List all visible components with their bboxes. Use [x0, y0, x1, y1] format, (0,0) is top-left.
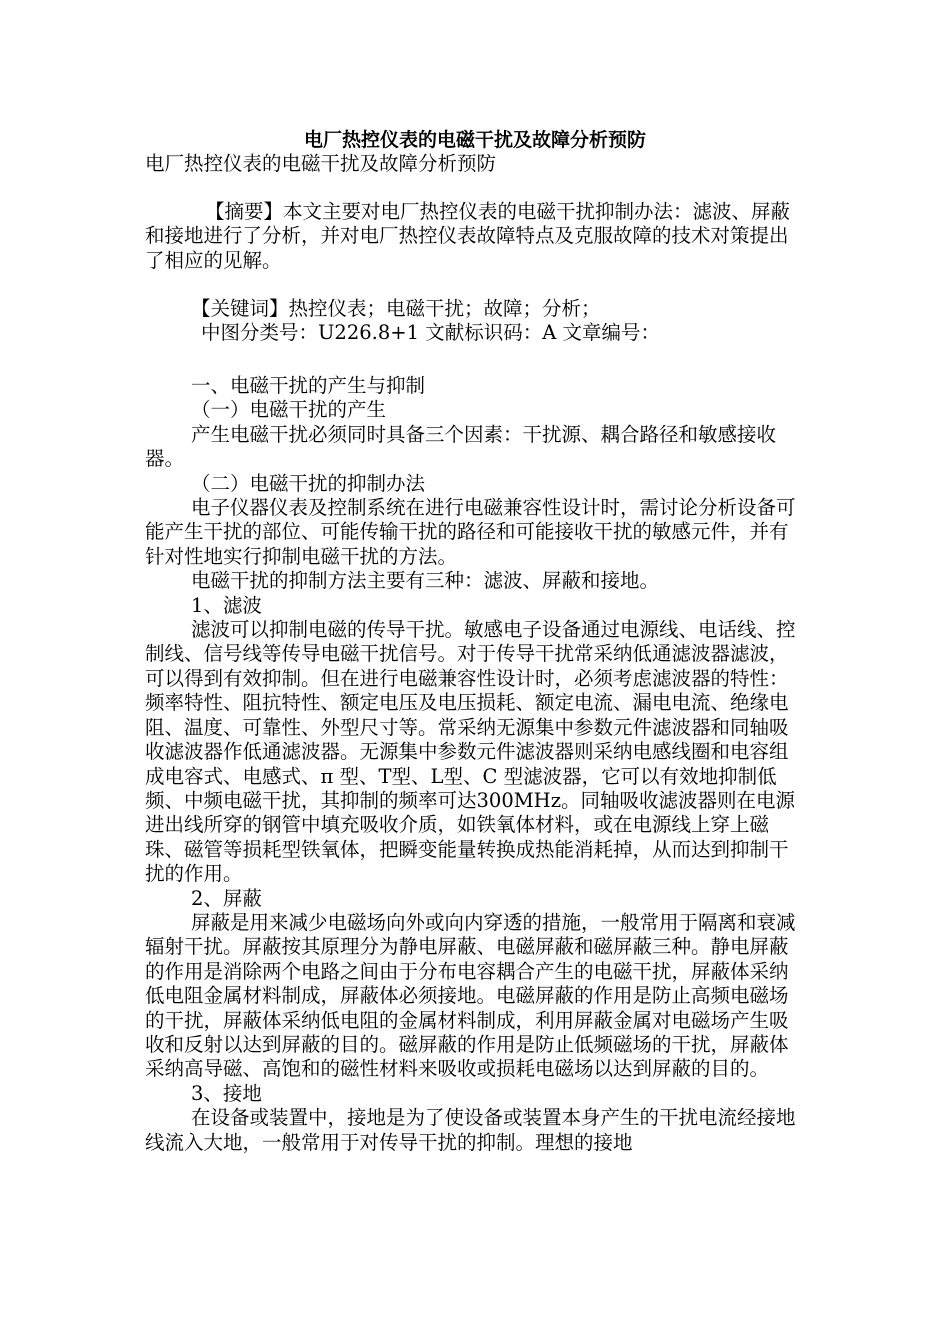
paragraph: 电磁干扰的抑制方法主要有三种：滤波、屏蔽和接地。 [191, 569, 660, 593]
section-heading: 一、电磁干扰的产生与抑制 [191, 374, 426, 397]
paragraph: 产生电磁干扰必须同时具备三个因素：干扰源、耦合路径和敏感接收器。 [145, 422, 777, 471]
item-heading: 2、屏蔽 [191, 886, 262, 910]
subtitle-text: 电厂热控仪表的电磁干扰及故障分析预防 [145, 152, 497, 175]
paragraph: 在设备或装置中，接地是为了使设备或装置本身产生的干扰电流经接地线流入大地，一般常用于对传导干扰的抑制。理想的接地 [145, 1106, 796, 1154]
document-subtitle [145, 152, 805, 176]
body-block [145, 374, 805, 1155]
paragraph: 电子仪器仪表及控制系统在进行电磁兼容性设计时，需讨论分析设备可能产生干扰的部位、可能传输干扰的路径和可能接收干扰的敏感元件，并有针对性地实行抑制电磁干扰的方法。 [145, 496, 796, 568]
keywords-line: 【关键词】热控仪表；电磁干扰；故障；分析； [191, 297, 601, 320]
classification-line: 中图分类号：U226.8+1 文献标识码：A 文章编号： [201, 321, 660, 345]
abstract-paragraph: 【摘要】本文主要对电厂热控仪表的电磁干扰抑制办法：滤波、屏蔽和接地进行了分析，并对电厂热控仪表故障特点及克服故障的技术对策提出了相应的见解。 [145, 200, 791, 272]
keywords-block [145, 297, 805, 346]
document-title: 电厂热控仪表的电磁干扰及故障分析预防 [303, 129, 646, 151]
abstract-block [145, 200, 805, 273]
subsection-heading: （一）电磁干扰的产生 [191, 398, 387, 422]
paragraph: 滤波可以抑制电磁的传导干扰。敏感电子设备通过电源线、电话线、控制线、信号线等传导电磁干扰信号。对于传导干扰常采纳低通滤波器滤波，可以得到有效抑制。但在进行电磁兼容性设计时，必须考虑滤波器的特性：频率特性、阻抗特性、额定电压及电压损耗、额定电流、漏电电流、绝缘电阻、温度、可靠性、外型尺寸等。常采纳无源集中参数元件滤波器和同轴吸收滤波器作低通滤波器。无源集中参数元件滤波器则采纳电感线圈和电容组成电容式、电感式、π 型、T型、L型、C 型滤波器，它可以有效地抑制低频、中频电磁干扰，其抑制的频率可达300MHz。同轴吸收滤波器则在电源进出线所穿的钢管中填充吸收介质，如铁氧体材料，或在电源线上穿上磁珠、磁管等损耗型铁氧体，把瞬变能量转换成热能消耗掉，从而达到抑制干扰的作用。 [145, 618, 796, 886]
subsection-heading: （二）电磁干扰的抑制办法 [191, 471, 426, 495]
item-heading: 3、接地 [191, 1081, 262, 1105]
paragraph: 屏蔽是用来减少电磁场向外或向内穿透的措施，一般常用于隔离和衰减辐射干扰。屏蔽按其原理分为静电屏蔽、电磁屏蔽和磁屏蔽三种。静电屏蔽的作用是消除两个电路之间由于分布电容耦合产生的电磁干扰，屏蔽体采纳低电阻金属材料制成，屏蔽体必须接地。电磁屏蔽的作用是防止高频电磁场的干扰，屏蔽体采纳低电阻的金属材料制成，利用屏蔽金属对电磁场产生吸收和反射以达到屏蔽的目的。磁屏蔽的作用是防止低频磁场的干扰，屏蔽体采纳高导磁、高饱和的磁性材料来吸收或损耗电磁场以达到屏蔽的目的。 [145, 910, 796, 1081]
item-heading: 1、滤波 [191, 593, 262, 617]
